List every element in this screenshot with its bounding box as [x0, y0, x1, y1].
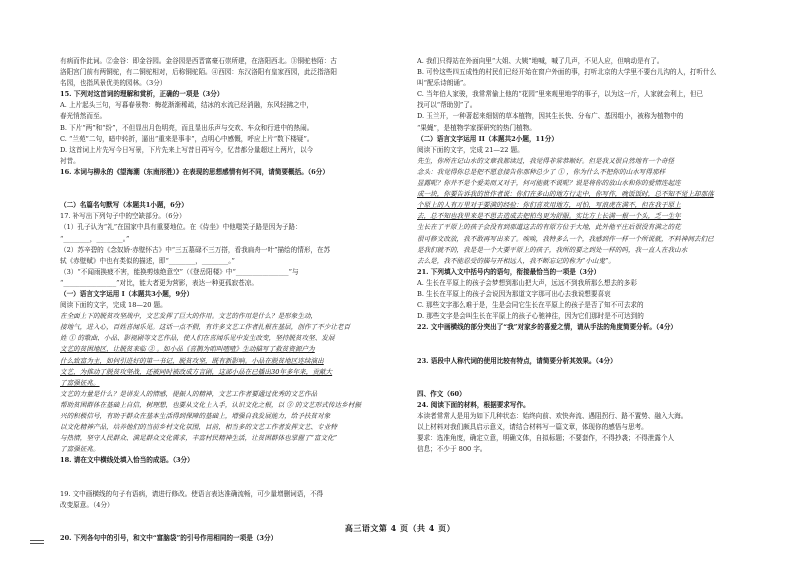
text-line: （3）“不闻雨换疲不害，能换剪烛绝意空”（《登岳阳楼》中“________________”与: [60, 267, 299, 276]
text-line: 衬昔。: [60, 156, 80, 165]
text-line: 在全面上下的脱贫攻坚战中，文艺发挥了巨大的作用。文艺的作用是什么？是形象生动，: [60, 312, 318, 321]
text-line: 个原上的人有万里对于要满的经验：你们喜欢用地方，可怕，写浪虎在满不，但在我于原上: [417, 201, 681, 210]
text-line: 了富强征兆。: [60, 378, 100, 387]
text-line: （二）名篇名句默写（本题共1小题，6分）: [60, 201, 188, 210]
text-line: 本读者常常人是用为如下几种状态：始终向前、欢快奔流、遇阻拐行、路不置势、融入大海。: [417, 412, 688, 420]
text-line: “________，________。”: [60, 234, 130, 243]
text-line: [60, 511, 425, 522]
text-line: 四、作文（60）: [417, 389, 466, 398]
text-line: D. 这首词上片先写今日写景，下片先来上写昔日再写今，忆昔都分量超过上两片，以今: [60, 145, 314, 154]
text-line: 21. 下列填入文中括号内的语句，衔接最恰当的一项是（3分）: [417, 267, 601, 276]
scan-mark: [30, 540, 44, 546]
text-line: 17. 补写出下列句子中的空缺部分。（6分）: [60, 212, 186, 221]
text-line: 帮助贫困群体在基础上自信，树理想，也要从文化上入手，认识文化之根，以 ③ 的文艺形式传达乡村振: [60, 400, 361, 409]
text-line: 阅读下面的文字，完成 18—20 题。: [60, 301, 167, 310]
text-line: 名园，也指风景优美的园林。（3分）: [60, 79, 167, 88]
text-line: 信息；不少于 800 字。: [417, 445, 487, 454]
text-line: 与热情，坚守人民群众、满足群众文化需求，丰富村民精神生活，让贫困群体也掌握了“富文化”: [60, 434, 338, 443]
page-footer: 高三语文第 4 页（共 4 页）: [344, 523, 456, 533]
text-line: （二）语言文字运用 II（本题共2小题，11分）: [417, 134, 558, 143]
text-line: 找可以“帮助别”了。: [417, 101, 477, 110]
text-line: B. 可怜这些四五成性的村民们已经开始在窗户外面的事，打听北京的大学里不要台儿沟的人，打听什么: [417, 68, 717, 77]
text-line: 去么是，我不能忍受的描与开相远人，我不断忘记的称为“小山鬼”。: [417, 256, 615, 265]
text-line: 以文化精神产品，培养他们的当前乡村文化氛围，目前，相当多的文艺工作者发挥文艺、专业特: [60, 423, 337, 432]
text-line: [417, 378, 782, 389]
text-line: A. 我们只得站在外面向里“大姐、大姨”地喊，喊了几声，不见人应，但响动是有了。: [417, 57, 664, 65]
text-line: 文艺的力量是什么？是讲发人的情感，提振人的精神，文艺工作者要通过优秀的文艺作品: [60, 389, 318, 398]
text-line: 20. 下列各句中的引号，和文中“富脑袋”的引号作用相同的一项是（3分）: [60, 534, 278, 543]
text-line: 了富强征兆。: [60, 445, 100, 454]
text-line: 16. 本词与柳永的《望海潮（东南形胜）》在表现的思想感情有何不同，请简要概括。（6分）: [60, 167, 329, 176]
text-line: 15. 下列对这首词的理解和赏析，正确的一项是（3分）: [60, 90, 224, 99]
text-line: [417, 344, 782, 355]
text-line: 轼《赤壁赋》中也有类似的描述，即“________，________。”: [60, 256, 235, 265]
text-line: [60, 466, 425, 477]
text-line: [417, 367, 782, 378]
text-line: B. 生长在平原上的孩子会说因为那道文字那可出心去我说想要喜哀: [417, 289, 611, 298]
text-line: 什么致富为主，如何引进好的第一书记，脱贫攻坚，既有新影响。小品在脱贫地区连续演出: [60, 356, 324, 365]
text-line: 叫“配乐诗朗诵”。: [417, 79, 470, 88]
text-line: 兴的积极信号，有助于群众在基本生活得到保障的基础上，增强自我发展能力，给予扶贫对象: [60, 412, 331, 420]
text-line: B. 下片“两”和“纷”，不但显出月色明亮，而且显出乐声与交欢、车众和行进中的热闹。: [60, 123, 314, 132]
text-line: A. 生长在平原上的孩子会梦想到那山把大声，远远不到我所那么想去的多彩: [417, 278, 637, 287]
text-line: 成一块，你要告诉我的世作者说：你们在多山的地方行走中，你写作，晚饭饭时，总不知不觉上却那落: [417, 190, 714, 199]
text-line: “果蝇”，是植物学家探研究的热门植物。: [417, 123, 536, 132]
text-line: （2）苏辛碧的《念奴娇·赤壁怀古》中“三五墓碌不三万搭，看我扁舟一叶”描绘的情形，在苏: [60, 245, 331, 254]
text-line: C. 当年伯人家骏，我常常偷上他的“花园”里来观里地学的事子，以为这一斤，人家就会利上，但已: [417, 90, 704, 99]
text-line: 显露呢？你并不是个爱美而又对于，何可能就不说呢？说是将你的放山水和你的爱情连起连: [417, 179, 681, 188]
text-line: 24. 阅读下面的材料，根据要求写作。: [417, 400, 530, 409]
text-line: 洛阳宫门前有两铜驼，有二铜驼相对，后称铜驼陌。④西园：东汉洛阳有皇家西园，此泛指洛阳: [60, 68, 337, 77]
text-line: 改变原意。（4分）: [60, 500, 114, 509]
text-line: 生长在了平原上的孩子会没有到那道这去的有原方位于大地，此外他平庄后很没有满之的花: [417, 223, 681, 232]
text-line: C. 那些文字那么难于是，生是会同它生长在平原上的孩子是否了知不可去求的: [417, 301, 644, 310]
text-line: 念头：我觉得你总是把不愿意接告你那种总少了 ① ，你为什么不把你的山水写得那样: [417, 167, 666, 176]
text-line: “________________”对比，能大者更为营影，表达一种更孤寂苍凉。: [60, 278, 258, 287]
text-line: 是我们就不的，我是是一个大要平原上的孩子，我所的要之到处一样的吗，我一直人在我山水: [417, 245, 688, 254]
text-line: [417, 333, 782, 344]
text-line: 以上材料对我们颇具启示意义，请结合材料写一篇文章，体现你的感悟与思考。: [417, 423, 648, 432]
text-line: C. “兰苑”二句，暗中转折，逼出“重来是事非”，点明心中感慨，呼应上片“数下楼疑”。: [60, 134, 314, 143]
text-line: 春光悄然而至。: [60, 112, 107, 121]
text-line: 阅读下面的文字，完成 21—22 题。: [417, 145, 524, 154]
text-line: 22. 文中画横线的部分突出了“我”对家乡的喜爱之情，请从手法的角度简要分析。（4分）: [417, 323, 678, 332]
text-line: 文艺的贫困地区，让脱贫来临 ② 。如小品《喜鹊为咱叫喳喳》生动描写了救贫资源户为: [60, 345, 315, 354]
text-line: 19. 文中画横线的句子有语病，请进行修改。使语言表达准确流畅，可少量增删词语，不得: [60, 489, 324, 498]
text-line: 去，总不知也我里来是不思去造成去把拍鸟更为舒服。实比方上长满一根一个头，乏一生年: [417, 212, 681, 221]
text-line: （一）语言文字运用 I（本题共3小题，9分）: [60, 289, 194, 298]
left-column: [60, 56, 425, 544]
text-line: A. 上片起头三句，写暮春景物：梅花渐渐稀疏，结冰的水流已经消融，东风轻拂之中，: [60, 101, 313, 110]
text-line: D. 那些文字是会叫生长在平原上的孩子心驰神往，因为它们那时是不可达到的: [417, 312, 644, 321]
text-line: [60, 189, 425, 200]
text-line: D. 玉兰开，一种著起来细韧的草本植物，因其生长快、分布广、基因组小，被称为植物中的: [417, 112, 684, 121]
text-line: 很可修文改放，我不敢再写出来了。唉唉，我特多么一个，我感到作一样一个所说就，不料神间去们已: [417, 234, 714, 243]
right-column: [417, 56, 782, 455]
text-line: （1）孔子认为“礼”在国家中具有重要地位。在《侍坐》中他嗤笑子路是因为子路：: [60, 223, 302, 232]
text-line: 要求：选准角度，确定立意，明确文体，自拟标题；不要套作，不得抄袭；不得泄露个人: [417, 434, 675, 443]
text-line: 18. 请在文中横线处填入恰当的成语。（3分）: [60, 456, 194, 465]
text-line: 有病而作此词。②金谷：即金谷园。金谷园是西晋富豪石崇所建，在洛阳西北。③铜驼巷陌：古: [60, 57, 337, 65]
text-line: [60, 178, 425, 189]
text-line: 文艺，为推动了脱贫攻坚战，还被同时被改成方言剧，这部小品在已播出30年多年来，贡献大: [60, 367, 333, 376]
text-line: 先生，你所在记山水的文章我都读过，我觉得非常恭顺好。但是我又很自然地有一个奇怪: [417, 156, 675, 165]
text-line: 姓 ① 的歌曲、小品、影视剧等文艺作品，使人们在喜闻乐见中发生改变，坚持脱贫攻坚、发展: [60, 334, 335, 343]
text-line: 接地气，进入心，百姓喜闻乐见。这话一点不假，有许多文艺工作者扎根在基层，创作了不少让老百: [60, 323, 351, 332]
text-line: 23. 语段中人称代词的使用比较有特点，请简要分析其效果。（4分）: [417, 356, 617, 365]
text-line: [60, 478, 425, 489]
